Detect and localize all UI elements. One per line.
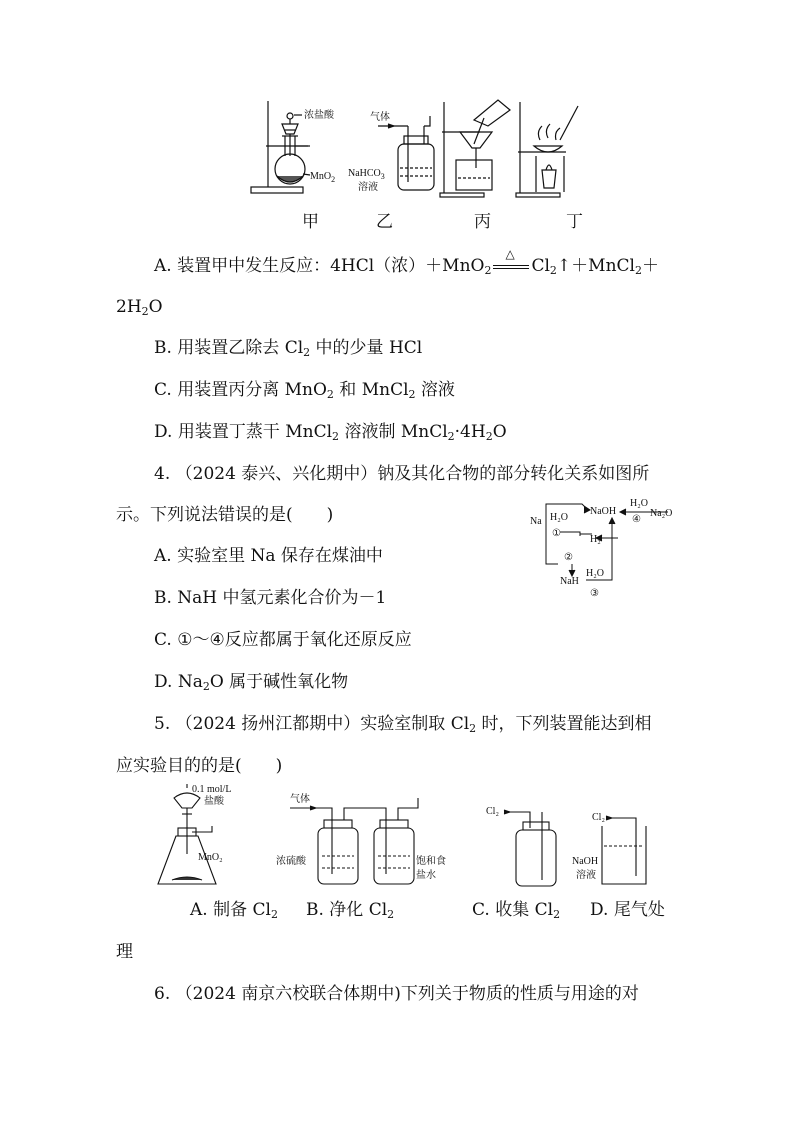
q3-option-a-cont: $2H_2O$ xyxy=(116,297,163,318)
q5-conc-label: 0.1 mol/L xyxy=(192,784,232,795)
q5-mno2-label: MnO₂ xyxy=(198,852,223,863)
diagram-circle-4: ④ xyxy=(632,514,641,525)
q3-option-a: A. 装置甲中发生反应：4HCl（浓）＋MnO$_2$ △ $Cl_2↑+MnCl_2+$ xyxy=(154,247,659,277)
diagram-h2o-4: H₂O xyxy=(630,498,648,509)
diagram-h2o-1: H₂O xyxy=(550,512,568,523)
diagram-circle-3: ③ xyxy=(590,588,599,599)
diagram-h2: H₂ xyxy=(590,534,601,545)
q6-stem: 6. （2024 南京六校联合体期中)下列关于物质的性质与用途的对 xyxy=(154,984,639,1004)
q4-option-d: D. $Na_2O$ 属于碱性氧化物 xyxy=(154,672,349,693)
q4-stem: 4. （2024 泰兴、兴化期中）钠及其化合物的部分转化关系如图所 xyxy=(154,464,650,484)
diagram-na2o: Na₂O xyxy=(650,508,673,519)
q5-cl2-label-c: Cl₂ xyxy=(486,806,499,817)
q3-option-c: C. 用装置丙分离 MnO$_2$ 和 MnCl$_2$ 溶液 xyxy=(154,380,455,401)
diagram-circle-1: ① xyxy=(552,528,561,539)
q4-option-b: B. NaH 中氢元素化合价为－1 xyxy=(154,588,387,608)
mno2-label: MnO$_2$ xyxy=(310,171,336,184)
q4-stem-cont: 示。下列说法错误的是( ) xyxy=(116,505,334,525)
q5-option-c: C. 收集 $Cl_2$ xyxy=(472,900,561,921)
diagram-nah: NaH xyxy=(560,576,579,587)
q5-naoh-label-1: NaOH xyxy=(572,856,599,867)
q5-gas-label: 气体 xyxy=(290,794,310,805)
q5-h2so4-label: 浓硫酸 xyxy=(276,856,306,867)
gas-label: 气体 xyxy=(370,112,390,123)
label-jia: 甲 xyxy=(302,212,319,232)
q5-hcl-label: 盐酸 xyxy=(204,796,224,807)
q5-option-d: D. 尾气处 xyxy=(590,900,665,920)
apparatus-figure-q5 xyxy=(152,784,682,896)
diagram-naoh: NaOH xyxy=(590,506,617,517)
q3-option-b: B. 用装置乙除去 $Cl_2$ 中的少量 HCl xyxy=(154,338,423,359)
nahco3-label: NaHCO$_3$ xyxy=(348,168,385,181)
q5-naoh-label-2: 溶液 xyxy=(576,870,596,881)
sodium-conversion-diagram xyxy=(528,494,688,598)
label-ding: 丁 xyxy=(566,212,583,232)
q5-nacl-label-2: 盐水 xyxy=(416,870,436,881)
label-bing: 丙 xyxy=(474,212,491,232)
q4-option-c: C. ①～④反应都属于氧化还原反应 xyxy=(154,630,412,650)
q5-option-d-cont: 理 xyxy=(116,942,133,962)
diagram-h2o-3: H₂O xyxy=(586,568,604,579)
conc-hcl-label: 浓盐酸 xyxy=(304,110,334,121)
q3-option-d: D. 用装置丁蒸干 MnCl$_2$ 溶液制 $MnCl_2\cdot 4H_2O$ xyxy=(154,422,507,443)
apparatus-figure-1 xyxy=(248,96,588,204)
q5-stem: 5. （2024 扬州江都期中）实验室制取 $Cl_2$ 时，下列装置能达到相 xyxy=(154,714,652,735)
q5-nacl-label-1: 饱和食 xyxy=(416,856,446,867)
nahco3-solution-label: 溶液 xyxy=(358,182,378,193)
q5-option-b: B. 净化 $Cl_2$ xyxy=(306,900,395,921)
label-yi: 乙 xyxy=(376,212,393,232)
q5-cl2-label-d: Cl₂ xyxy=(592,812,605,823)
q4-option-a: A. 实验室里 Na 保存在煤油中 xyxy=(154,546,383,566)
diagram-circle-2: ② xyxy=(564,552,573,563)
q5-stem-cont: 应实验目的的是( ) xyxy=(116,756,283,776)
q5-option-a: A. 制备 $Cl_2$ xyxy=(190,900,278,921)
diagram-na: Na xyxy=(530,516,542,527)
